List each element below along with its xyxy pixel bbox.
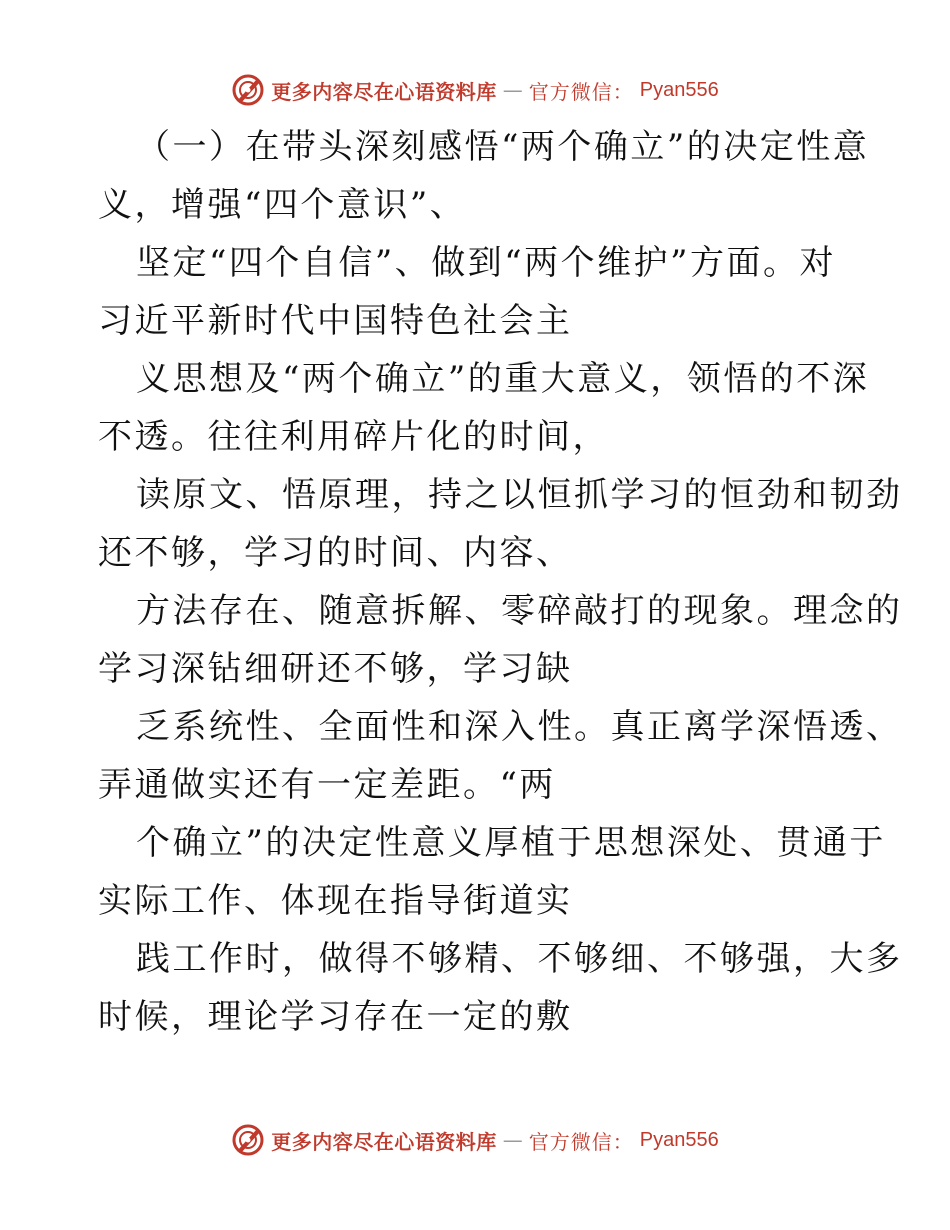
watermark-wechat-id: Pyan556 — [639, 78, 719, 101]
text-line: 方法存在、随意拆解、零碎敲打的现象。理念的 — [136, 591, 903, 631]
document-body — [98, 118, 903, 1046]
text-line: 读原文、悟原理，持之以恒抓学习的恒劲和韧劲 — [136, 475, 903, 515]
brand-logo-icon — [231, 73, 265, 107]
header-watermark — [0, 70, 950, 110]
footer-watermark — [0, 1120, 950, 1160]
watermark-separator: — — [502, 78, 523, 102]
watermark-brand-text: 更多内容尽在心语资料库 — [271, 1129, 497, 1154]
text-line: 习近平新时代中国特色社会主 — [98, 301, 573, 341]
watermark-wechat-label: 官方微信： — [528, 1129, 634, 1154]
watermark-wechat-label: 官方微信： — [528, 79, 634, 104]
text-line: （一）在带头深刻感悟“两个确立”的决定性意 — [136, 127, 870, 167]
text-line: 时候，理论学习存在一定的敷 — [98, 997, 573, 1037]
text-line: 弄通做实还有一定差距。“两 — [98, 765, 556, 805]
text-line: 坚定“四个自信”、做到“两个维护”方面。对 — [136, 243, 837, 283]
text-line: 义思想及“两个确立”的重大意义，领悟的不深 — [136, 359, 870, 399]
watermark-wechat-id: Pyan556 — [639, 1128, 719, 1151]
brand-logo-icon — [231, 1123, 265, 1157]
watermark-brand-text: 更多内容尽在心语资料库 — [271, 79, 497, 104]
text-line: 义，增强“四个意识”、 — [98, 185, 467, 225]
text-line: 实际工作、体现在指导街道实 — [98, 881, 573, 921]
text-line: 个确立”的决定性意义厚植于思想深处、贯通于 — [136, 823, 886, 863]
text-line: 学习深钻细研还不够，学习缺 — [98, 649, 573, 689]
watermark-separator: — — [502, 1128, 523, 1152]
text-line: 践工作时，做得不够精、不够细、不够强，大多 — [136, 939, 903, 979]
text-line: 还不够，学习的时间、内容、 — [98, 533, 573, 573]
text-line: 不透。往往利用碎片化的时间， — [98, 417, 609, 457]
text-line: 乏系统性、全面性和深入性。真正离学深悟透、 — [136, 707, 903, 747]
